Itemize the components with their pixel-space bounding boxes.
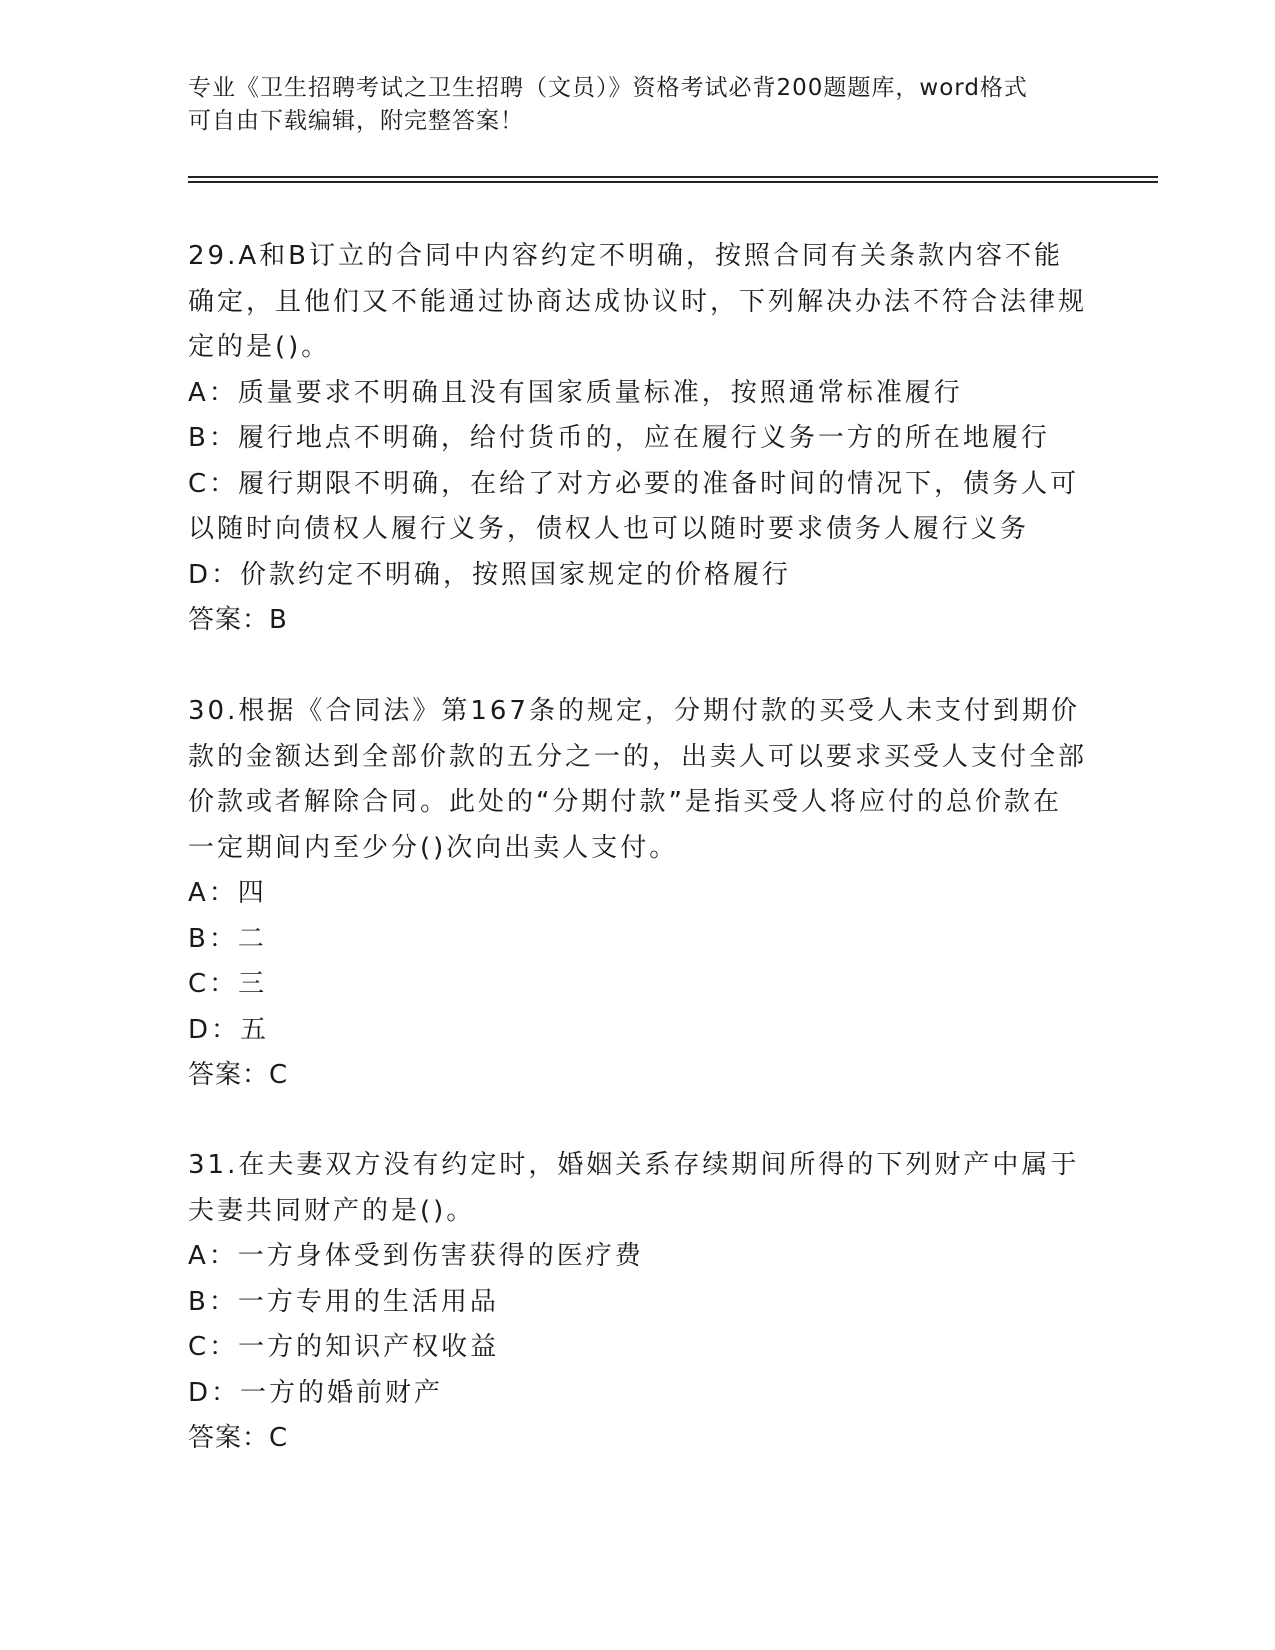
option-d: D：一方的婚前财产: [188, 1377, 444, 1408]
question-stem: 31.在夫妻双方没有约定时，婚姻关系存续期间所得的下列财产中属于夫妻共同财产的是()。: [188, 1150, 1080, 1226]
option-a: A：四: [188, 878, 267, 908]
question-31: [188, 1143, 1088, 1462]
option-b: B：履行地点不明确，给付货币的，应在履行义务一方的所在地履行: [188, 423, 1050, 453]
option-a: A：质量要求不明确且没有国家质量标准，按照通常标准履行: [188, 377, 963, 408]
answer: 答案：B: [188, 605, 288, 635]
option-d: D：价款约定不明确，按照国家规定的价格履行: [188, 559, 792, 590]
answer: 答案：C: [188, 1060, 289, 1090]
question-30: [188, 689, 1088, 1099]
header-divider-bottom: [188, 181, 1158, 183]
option-c: C：三: [188, 969, 268, 999]
question-stem: 30.根据《合同法》第167条的规定，分期付款的买受人未支付到期价款的金额达到全部价款的五分之一的，出卖人可以要求买受人支付全部价款或者解除合同。此处的“分期付款”是指买受人将应付的总价款在一定期间内至少分()次向出卖人支付。: [188, 696, 1088, 863]
option-b: B：二: [188, 923, 267, 954]
document-header: [188, 72, 1088, 138]
option-c: C：一方的知识产权收益: [188, 1332, 500, 1362]
answer: 答案：C: [188, 1423, 289, 1453]
option-a: A：一方身体受到伤害获得的医疗费: [188, 1241, 644, 1271]
header-divider-top: [188, 176, 1158, 178]
option-d: D：五: [188, 1014, 270, 1045]
question-29: [188, 234, 1088, 644]
header-line-2: 可自由下载编辑，附完整答案！: [188, 108, 524, 134]
option-b: B：一方专用的生活用品: [188, 1286, 499, 1317]
option-c: C：履行期限不明确，在给了对方必要的准备时间的情况下，债务人可以随时向债权人履行义务，债权人也可以随时要求债务人履行义务: [188, 468, 1080, 544]
question-stem: 29.A和B订立的合同中内容约定不明确，按照合同有关条款内容不能确定，且他们又不能通过协商达成协议时，下列解决办法不符合法律规定的是()。: [188, 241, 1088, 362]
header-line-1: 专业《卫生招聘考试之卫生招聘（文员）》资格考试必背200题题库，word格式: [188, 75, 1028, 101]
